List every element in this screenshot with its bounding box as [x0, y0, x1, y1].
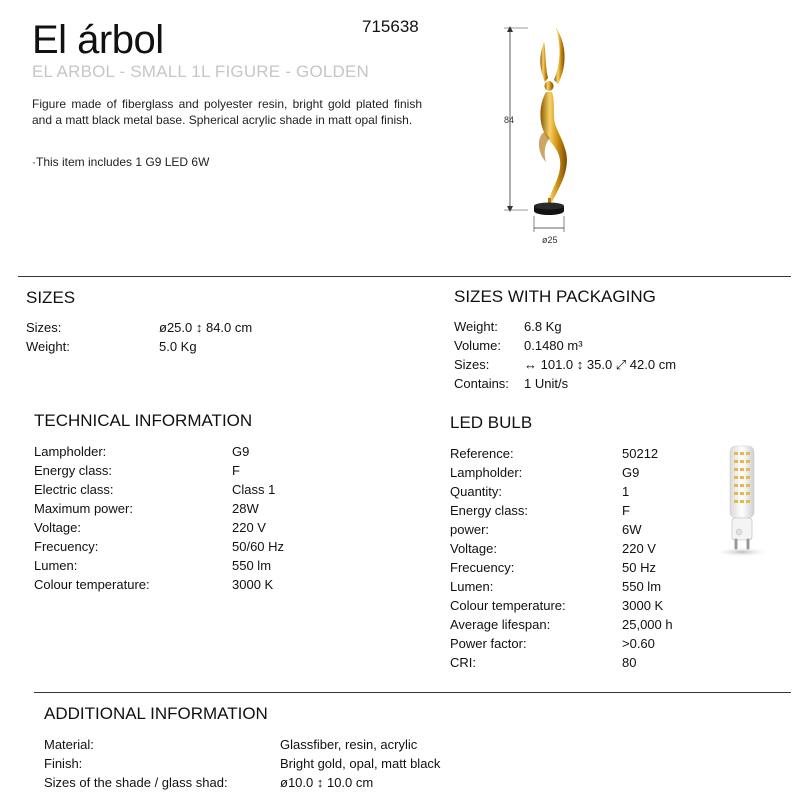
product-note: ·This item includes 1 G9 LED 6W — [32, 155, 210, 169]
led-bulb-title: LED BULB — [450, 413, 533, 432]
packaging-title: SIZES WITH PACKAGING — [454, 287, 656, 306]
figure-head — [545, 81, 554, 91]
packaging-label: Sizes: — [454, 357, 490, 372]
additional-value: ø10.0 ↕ 10.0 cm — [280, 775, 374, 790]
led-bulb-value: F — [622, 503, 630, 518]
led-bulb-value: 3000 K — [622, 598, 664, 613]
led-bulb-label: Lumen: — [450, 579, 494, 594]
product-subtitle: EL ARBOL - SMALL 1L FIGURE - GOLDEN — [32, 62, 370, 81]
led-bulb-value: 550 lm — [622, 579, 662, 594]
technical-value: G9 — [232, 444, 250, 459]
packaging-value: 1 Unit/s — [524, 376, 569, 391]
led-bulb-label: power: — [450, 522, 490, 537]
diameter-dimension-label: ø25 — [542, 235, 558, 245]
technical-label: Lampholder: — [34, 444, 107, 459]
figure-arm-left — [540, 42, 548, 82]
technical-value: 550 lm — [232, 558, 272, 573]
technical-label: Electric class: — [34, 482, 114, 497]
figure-arm-right — [554, 28, 565, 84]
packaging-label: Weight: — [454, 319, 498, 334]
technical-label: Voltage: — [34, 520, 81, 535]
led-bulb-label: Frecuency: — [450, 560, 515, 575]
technical-label: Colour temperature: — [34, 577, 150, 592]
figure-drawing — [488, 20, 588, 250]
divider-top — [18, 276, 791, 277]
led-bulb-label: Quantity: — [450, 484, 503, 499]
additional-value: Bright gold, opal, matt black — [280, 756, 441, 771]
led-bulb-value: G9 — [622, 465, 640, 480]
sizes-value: 5.0 Kg — [159, 339, 197, 354]
product-description: Figure made of fiberglass and polyester resin, bright gold plated finish and a matt black metal base. Spherical acrylic shade in matt opal finish. — [32, 97, 422, 127]
technical-label: Maximum power: — [34, 501, 133, 516]
technical-value: 28W — [232, 501, 259, 516]
product-reference: 715638 — [362, 17, 419, 36]
sizes-value: ø25.0 ↕ 84.0 cm — [159, 320, 253, 335]
led-bulb-label: Colour temperature: — [450, 598, 566, 613]
technical-label: Frecuency: — [34, 539, 99, 554]
packaging-label: Volume: — [454, 338, 501, 353]
product-title: El árbol — [32, 18, 164, 62]
led-bulb-label: Voltage: — [450, 541, 497, 556]
divider-bottom — [34, 692, 791, 693]
sizes-label: Weight: — [26, 339, 70, 354]
led-bulb-value: >0.60 — [622, 636, 655, 651]
technical-label: Energy class: — [34, 463, 113, 478]
led-bulb-label: CRI: — [450, 655, 476, 670]
led-bulb-label: Reference: — [450, 446, 514, 461]
led-bulb-value: 1 — [622, 484, 630, 499]
technical-value: 220 V — [232, 520, 266, 535]
led-bulb-label: Power factor: — [450, 636, 527, 651]
additional-value: Glassfiber, resin, acrylic — [280, 737, 418, 752]
led-bulb-value: 80 — [622, 655, 637, 670]
packaging-label: Contains: — [454, 376, 509, 391]
led-bulb-label: Lampholder: — [450, 465, 523, 480]
technical-value: Class 1 — [232, 482, 276, 497]
technical-value: 50/60 Hz — [232, 539, 285, 554]
led-bulb-value: 50 Hz — [622, 560, 656, 575]
additional-title: ADDITIONAL INFORMATION — [44, 704, 268, 723]
technical-label: Lumen: — [34, 558, 78, 573]
led-bulb-label: Energy class: — [450, 503, 529, 518]
packaging-value: 0.1480 m³ — [524, 338, 583, 353]
additional-label: Sizes of the shade / glass shad: — [44, 775, 228, 790]
sizes-title: SIZES — [26, 288, 76, 307]
technical-value: F — [232, 463, 240, 478]
additional-label: Material: — [44, 737, 94, 752]
led-bulb-value: 50212 — [622, 446, 659, 461]
packaging-value: 6.8 Kg — [524, 319, 562, 334]
led-bulb-value: 6W — [622, 522, 642, 537]
led-bulb-value: 25,000 h — [622, 617, 673, 632]
height-dimension-label: 84 — [504, 115, 515, 125]
led-bulb-image — [710, 440, 780, 560]
additional-label: Finish: — [44, 756, 83, 771]
technical-value: 3000 K — [232, 577, 274, 592]
technical-title: TECHNICAL INFORMATION — [34, 411, 253, 430]
led-bulb-value: 220 V — [622, 541, 656, 556]
led-bulb-label: Average lifespan: — [450, 617, 551, 632]
packaging-value: ↔ 101.0 ↕ 35.0 ⤢ 42.0 cm — [524, 357, 677, 372]
sizes-label: Sizes: — [26, 320, 62, 335]
